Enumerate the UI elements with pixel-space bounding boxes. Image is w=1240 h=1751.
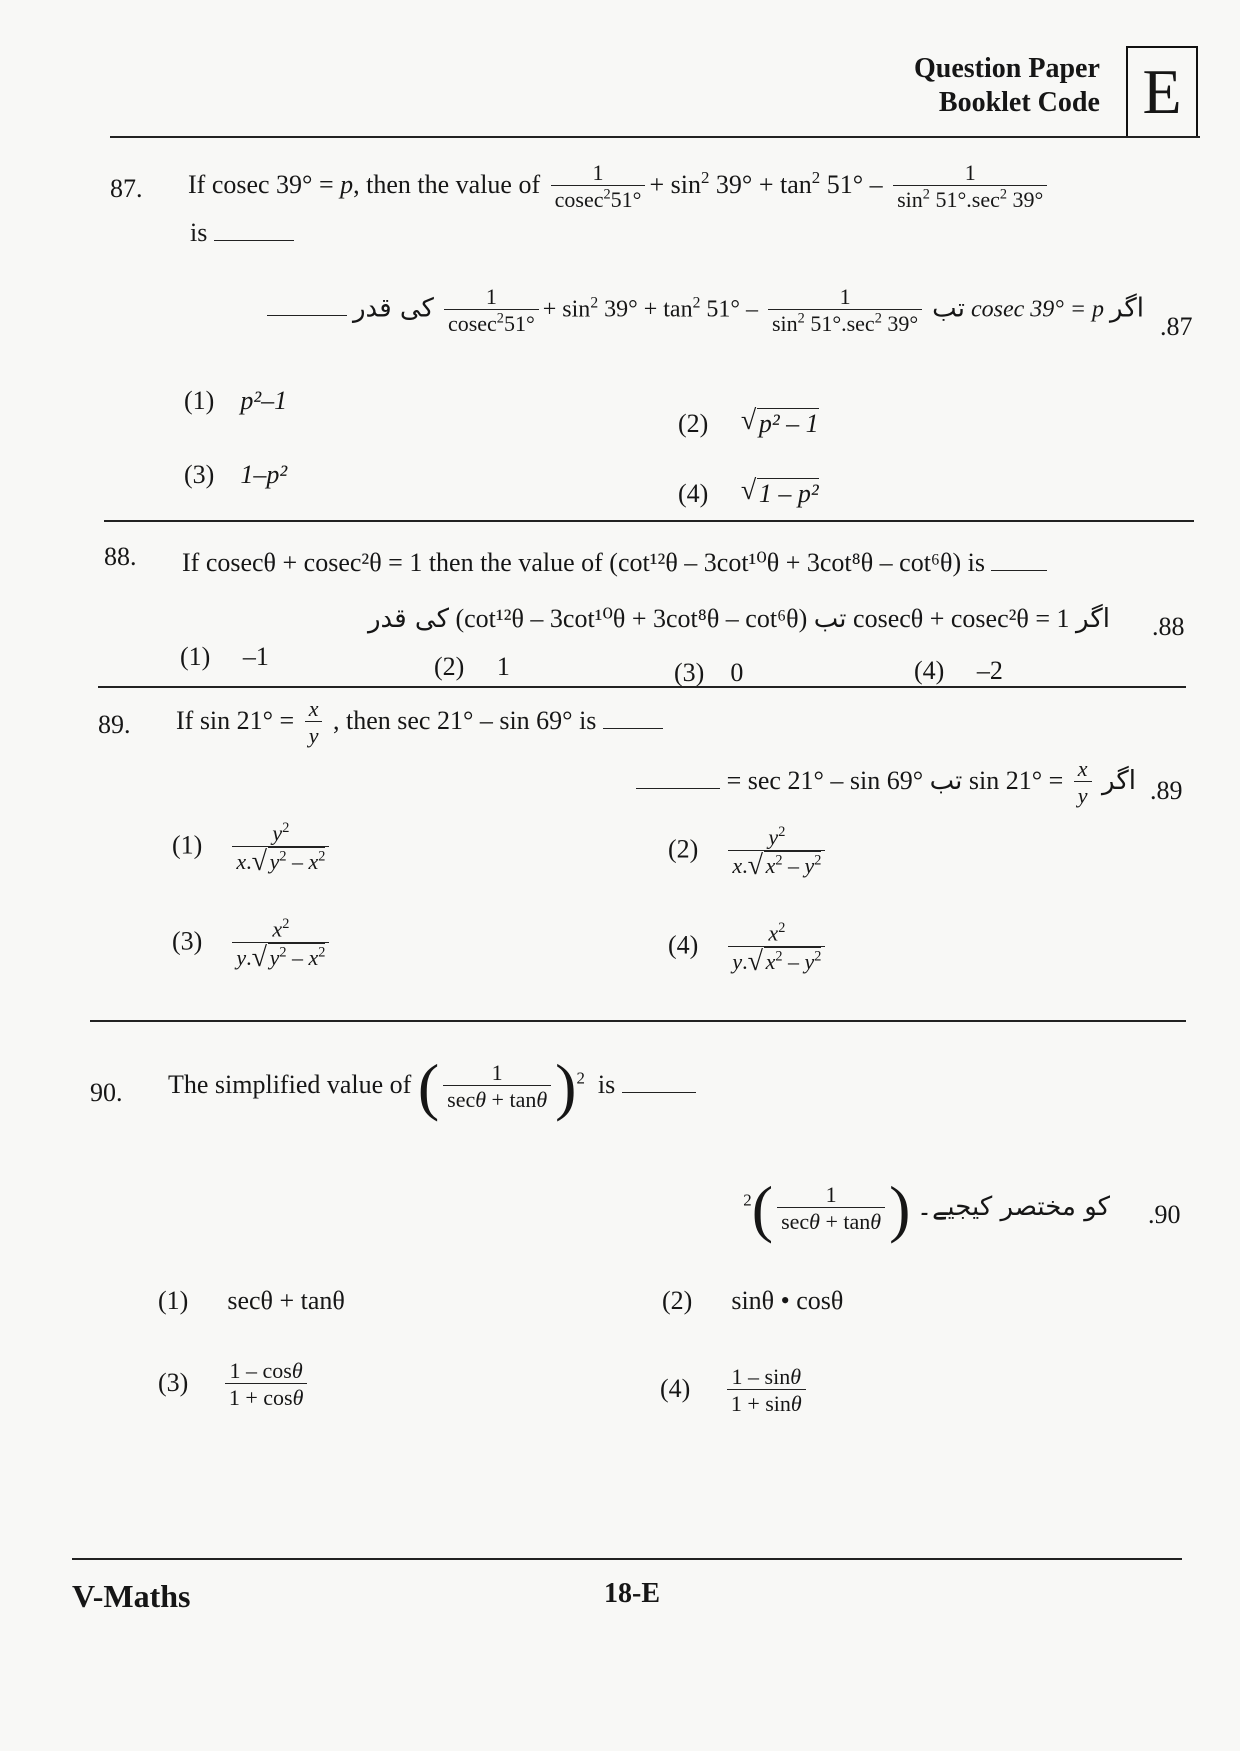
q90-urdu-line: کو مختصر کیجیے۔ ( $\frac{1}{\sec\theta + \tan\theta}$ )$^2$ [743, 1173, 1110, 1244]
booklet-code-label-line1: Question Paper [914, 53, 1100, 84]
q90-option-1[interactable]: (1) secθ + tanθ [158, 1286, 345, 1315]
q90-text: The simplified value of ( $\frac{1}{\sec\theta + \tan\theta}$ )$^2$ is [168, 1050, 696, 1124]
q88-option-3[interactable]: (3) 0 [674, 658, 744, 687]
footer-page-number: 18-E [604, 1578, 660, 1609]
q89-option-3[interactable]: (3) $\frac{x^2}{y.√ y^2 - x^2}$ [172, 916, 333, 971]
q88-urdu-line: کی قدر (cot¹²θ – 3cot¹⁰θ + 3cot⁸θ – cot⁶θ) تب cosecθ + cosec²θ = 1 اگر [368, 604, 1110, 634]
q89-urdu-number: .89 [1150, 776, 1183, 805]
q88-number: 88. [104, 542, 137, 571]
q87-option-2[interactable]: (2) √ p² – 1 [678, 408, 819, 439]
q87-divider [104, 520, 1194, 522]
q90-option-4[interactable]: (4) $\frac{1 - \sin\theta}{1 + \sin\theta}$ [660, 1364, 810, 1418]
q87-urdu-line: کی قدر $\frac{1}{cosec^251^\circ}$ + $\sin^2 39^\circ + \tan^2 51^\circ$ – $\frac{1}{\sin^2 51^\circ.\sec^2 39^\circ}$ تب cosec 39° = p اگر [267, 284, 1144, 338]
q89-divider [90, 1020, 1186, 1022]
q89-option-2[interactable]: (2) $\frac{y^2}{x.√ x^2 - y^2}$ [668, 824, 829, 879]
q87-option-4[interactable]: (4) √ 1 – p² [678, 478, 819, 509]
q87-urdu-number: .87 [1160, 312, 1193, 341]
footer-divider [72, 1558, 1182, 1560]
booklet-code-label-line2: Booklet Code [938, 87, 1100, 118]
q88-option-1[interactable]: (1) –1 [180, 642, 269, 671]
q89-text: If sin 21° = $\frac{x}{y}$ , then sec 21° – sin 69° is [176, 696, 663, 750]
q90-number: 90. [90, 1078, 123, 1107]
header-divider [110, 136, 1200, 138]
q90-urdu-number: .90 [1148, 1200, 1181, 1229]
q87-is: is [190, 218, 294, 248]
q87-blank [214, 240, 294, 241]
q88-option-2[interactable]: (2) 1 [434, 652, 510, 681]
q87-text: If cosec 39° = p, then the value of $\frac{1}{cosec^251^\circ}$ + $\sin^2 39^\circ + \tan^2 51^\circ$ – $\frac{1}{\sin^2 51^\circ.\sec^2 39^\circ}$ [188, 160, 1051, 214]
q90-option-2[interactable]: (2) sinθ • cosθ [662, 1286, 844, 1315]
q87-fraction-2: $\frac{1}{\sin^2 51^\circ.\sec^2 39^\circ}$ [893, 160, 1047, 214]
q87-option-1[interactable]: (1) p²–1 [184, 386, 288, 415]
q87-fraction-1: $\frac{1}{cosec^251^\circ}$ [551, 160, 646, 214]
q87-number: 87. [110, 174, 143, 203]
q88-option-4[interactable]: (4) –2 [914, 656, 1003, 685]
booklet-code-box: E [1126, 46, 1198, 138]
booklet-code-label [914, 52, 1100, 120]
q89-number: 89. [98, 710, 131, 739]
q90-option-3[interactable]: (3) $\frac{1 - \cos\theta}{1 + \cos\theta}$ [158, 1358, 311, 1412]
q89-option-4[interactable]: (4) $\frac{x^2}{y.√ x^2 - y^2}$ [668, 920, 829, 975]
q88-divider [98, 686, 1186, 688]
footer-subject: V-Maths [72, 1578, 191, 1614]
q89-option-1[interactable]: (1) $\frac{y^2}{x.√ y^2 - x^2}$ [172, 820, 333, 875]
q89-urdu-line: = sec 21° – sin 69° تب sin 21° = $\frac{x}{y}$ اگر [636, 756, 1136, 810]
q87-option-3[interactable]: (3) 1–p² [184, 460, 288, 489]
q88-text: If cosecθ + cosec²θ = 1 then the value of (cot¹²θ – 3cot¹⁰θ + 3cot⁸θ – cot⁶θ) is [182, 548, 1047, 578]
q88-urdu-number: .88 [1152, 612, 1185, 641]
